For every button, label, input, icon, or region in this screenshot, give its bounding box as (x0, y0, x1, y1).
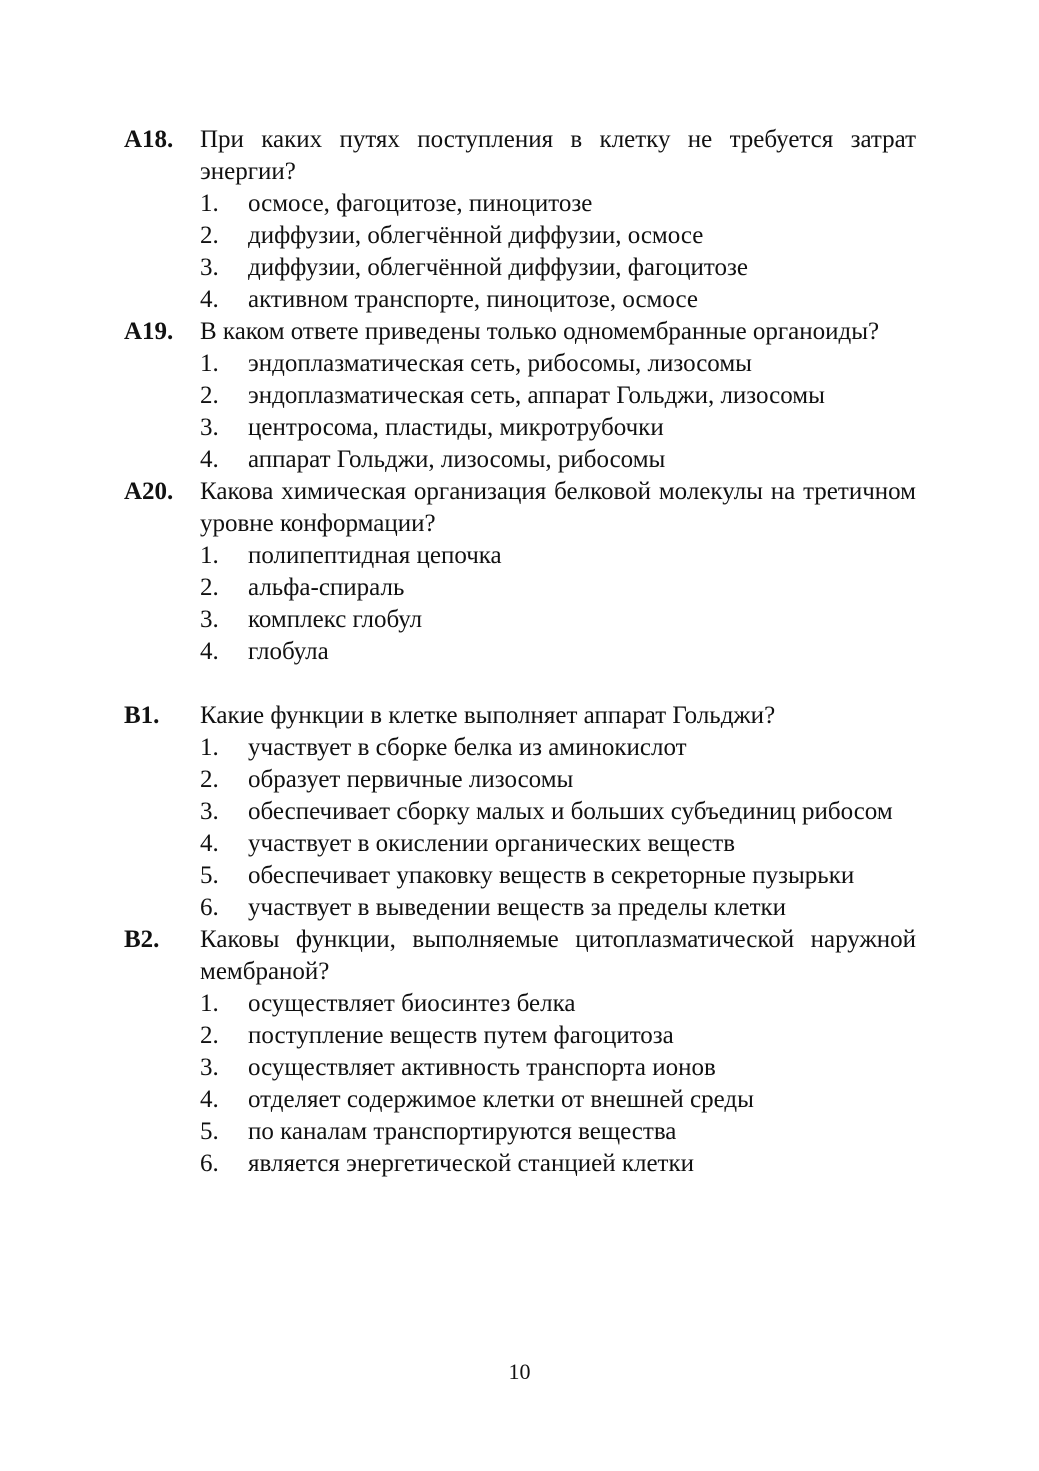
option-number: 5. (200, 862, 219, 889)
question-text: Какова химическая организация белковой молекулы на третичном уровне конформации? (200, 478, 916, 537)
option-text: участвует в окислении органических веществ (248, 830, 736, 857)
option-text: глобула (248, 638, 329, 665)
option-text: обеспечивает сборку малых и больших субъединиц рибосом (248, 798, 893, 825)
option-number: 3. (200, 414, 219, 441)
option-item (200, 1148, 916, 1180)
option-item (200, 1020, 916, 1052)
option-number: 1. (200, 542, 219, 569)
option-text: аппарат Гольджи, лизосомы, рибосомы (248, 446, 666, 473)
option-item (200, 284, 916, 316)
option-item (200, 892, 916, 924)
question-a20 (124, 476, 916, 668)
option-text: диффузии, облегчённой диффузии, осмосе (248, 222, 704, 249)
option-text: диффузии, облегчённой диффузии, фагоцитозе (248, 254, 748, 281)
option-item (200, 988, 916, 1020)
option-item (200, 636, 916, 668)
question-b1 (124, 700, 916, 924)
option-item (200, 1084, 916, 1116)
question-text: В каком ответе приведены только одномембранные органоиды? (200, 318, 880, 345)
option-number: 6. (200, 894, 219, 921)
question-label: A20. (124, 478, 174, 505)
option-number: 4. (200, 830, 219, 857)
option-text: участвует в выведении веществ за пределы клетки (248, 894, 787, 921)
option-number: 6. (200, 1150, 219, 1177)
option-text: обеспечивает упаковку веществ в секреторные пузырьки (248, 862, 855, 889)
option-text: осуществляет активность транспорта ионов (248, 1054, 716, 1081)
option-item (200, 252, 916, 284)
option-text: образует первичные лизосомы (248, 766, 574, 793)
option-number: 2. (200, 382, 219, 409)
option-text: участвует в сборке белка из аминокислот (248, 734, 687, 761)
page-number: 10 (508, 1359, 531, 1384)
option-number: 3. (200, 1054, 219, 1081)
option-item (200, 540, 916, 572)
option-text: поступление веществ путем фагоцитоза (248, 1022, 674, 1049)
option-number: 2. (200, 1022, 219, 1049)
option-text: комплекс глобул (248, 606, 423, 633)
option-item (200, 860, 916, 892)
question-label: B2. (124, 926, 160, 953)
option-text: альфа-спираль (248, 574, 405, 601)
option-number: 2. (200, 766, 219, 793)
option-item (200, 380, 916, 412)
option-number: 5. (200, 1118, 219, 1145)
option-number: 4. (200, 1086, 219, 1113)
question-a19 (124, 316, 916, 476)
option-item (200, 348, 916, 380)
option-item (200, 604, 916, 636)
option-text: полипептидная цепочка (248, 542, 502, 569)
option-text: отделяет содержимое клетки от внешней среды (248, 1086, 754, 1113)
question-text: При каких путях поступления в клетку не требуется затрат энергии? (200, 126, 916, 185)
option-text: осуществляет биосинтез белка (248, 990, 576, 1017)
option-item (200, 764, 916, 796)
option-text: эндоплазматическая сеть, аппарат Гольджи, лизосомы (248, 382, 825, 409)
options-list (124, 988, 916, 1180)
option-number: 1. (200, 734, 219, 761)
option-number: 4. (200, 638, 219, 665)
options-list (124, 188, 916, 316)
option-text: активном транспорте, пиноцитозе, осмосе (248, 286, 698, 313)
option-number: 4. (200, 446, 219, 473)
question-label: A19. (124, 318, 174, 345)
options-list (124, 732, 916, 924)
option-item (200, 220, 916, 252)
question-text: Каковы функции, выполняемые цитоплазматической наружной мембраной? (200, 926, 916, 985)
option-item (200, 796, 916, 828)
options-list (124, 540, 916, 668)
option-item (200, 1052, 916, 1084)
option-item (200, 572, 916, 604)
option-number: 1. (200, 190, 219, 217)
options-list (124, 348, 916, 476)
question-text: Какие функции в клетке выполняет аппарат Гольджи? (200, 702, 776, 729)
section-gap (124, 668, 916, 700)
option-item (200, 412, 916, 444)
option-text: центросома, пластиды, микротрубочки (248, 414, 664, 441)
option-number: 2. (200, 574, 219, 601)
option-item (200, 188, 916, 220)
option-number: 1. (200, 990, 219, 1017)
option-item (200, 828, 916, 860)
question-label: A18. (124, 126, 174, 153)
option-number: 2. (200, 222, 219, 249)
question-b2 (124, 924, 916, 1180)
option-text: по каналам транспортируются вещества (248, 1118, 677, 1145)
questions-container (124, 124, 916, 1180)
option-text: эндоплазматическая сеть, рибосомы, лизосомы (248, 350, 752, 377)
option-text: осмосе, фагоцитозе, пиноцитозе (248, 190, 593, 217)
option-item (200, 444, 916, 476)
option-number: 1. (200, 350, 219, 377)
option-number: 4. (200, 286, 219, 313)
question-label: B1. (124, 702, 160, 729)
option-number: 3. (200, 798, 219, 825)
question-a18 (124, 124, 916, 316)
option-number: 3. (200, 606, 219, 633)
option-text: является энергетической станцией клетки (248, 1150, 694, 1177)
option-number: 3. (200, 254, 219, 281)
option-item (200, 732, 916, 764)
option-item (200, 1116, 916, 1148)
